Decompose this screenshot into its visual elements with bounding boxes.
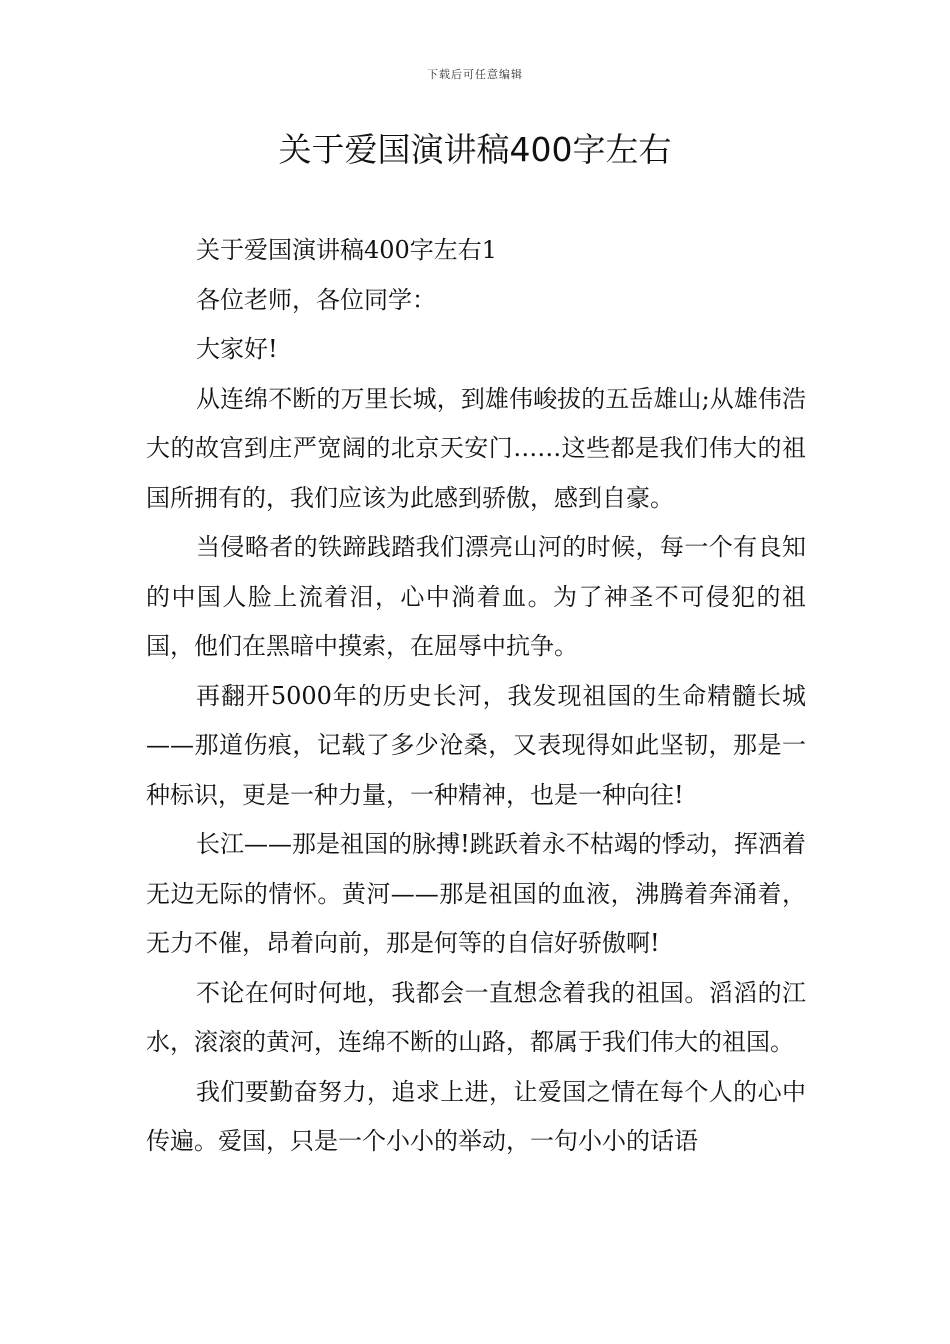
- body-paragraph: 长江——那是祖国的脉搏!跳跃着永不枯竭的悸动，挥洒着无边无际的情怀。黄河——那是祖国的血液，沸腾着奔涌着，无力不催，昂着向前，那是何等的自信好骄傲啊!: [146, 830, 806, 957]
- document-title: 关于爱国演讲稿400字左右: [278, 130, 672, 169]
- header-note: 下载后可任意编辑: [427, 68, 523, 81]
- document-body: [146, 226, 806, 1167]
- greeting-paragraph: 大家好!: [196, 335, 278, 363]
- body-paragraph: 不论在何时何地，我都会一直想念着我的祖国。滔滔的江水，滚滚的黄河，连绵不断的山路，都属于我们伟大的祖国。: [146, 978, 806, 1056]
- body-paragraph: 从连绵不断的万里长城，到雄伟峻拔的五岳雄山;从雄伟浩大的故宫到庄严宽阔的北京天安门……这些都是我们伟大的祖国所拥有的，我们应该为此感到骄傲，感到自豪。: [146, 384, 806, 512]
- subtitle-paragraph: 关于爱国演讲稿400字左右1: [196, 236, 498, 264]
- body-paragraph: 再翻开5000年的历史长河，我发现祖国的生命精髓长城——那道伤痕，记载了多少沧桑，又表现得如此坚韧，那是一种标识，更是一种力量，一种精神，也是一种向往!: [146, 681, 806, 809]
- salutation-paragraph: 各位老师，各位同学：: [196, 285, 436, 314]
- body-paragraph: 当侵略者的铁蹄践踏我们漂亮山河的时候，每一个有良知的中国人脸上流着泪，心中淌着血。为了神圣不可侵犯的祖国，他们在黑暗中摸索，在屈辱中抗争。: [146, 533, 806, 660]
- body-paragraph: 我们要勤奋努力，追求上进，让爱国之情在每个人的心中传遍。爱国，只是一个小小的举动，一句小小的话语: [146, 1077, 806, 1155]
